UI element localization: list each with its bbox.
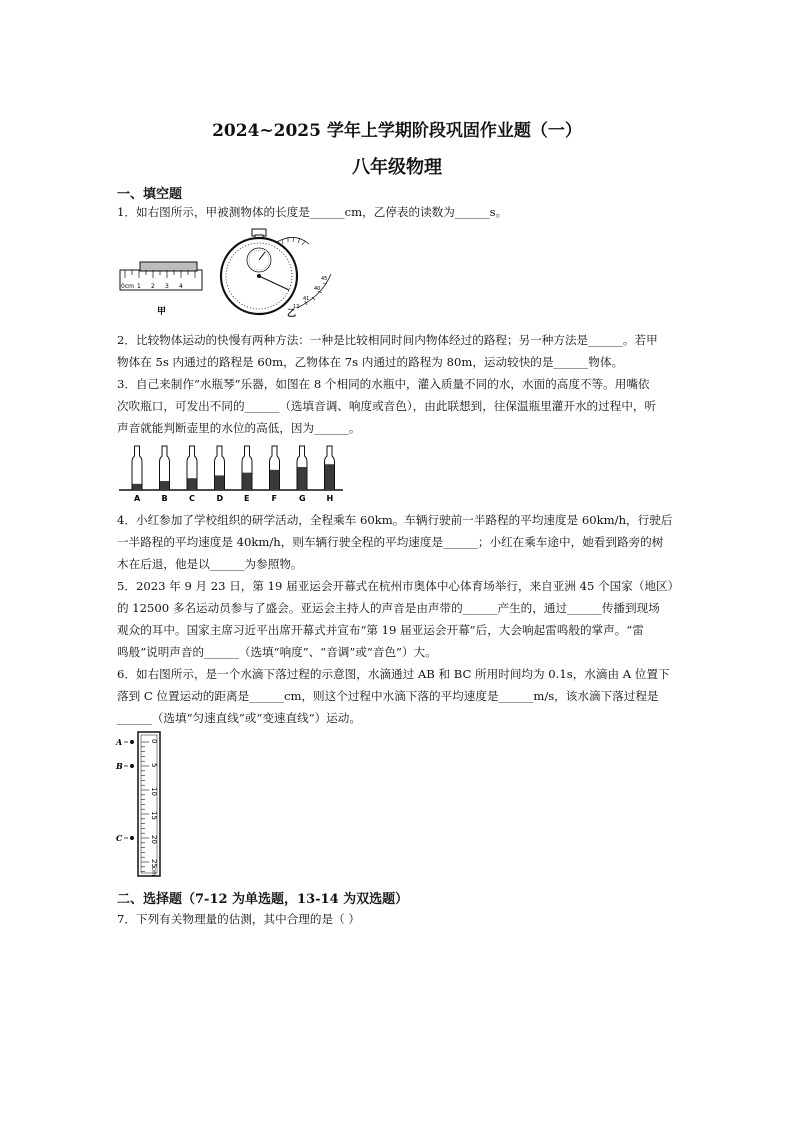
question-6-line-2: 落到 C 位置运动的距离是______cm，则这个过程中水滴下落的平均速度是______m/s，该水滴下落过程是 (117, 689, 659, 703)
question-6-line-1: 6．如右图所示，是一个水滴下落过程的示意图，水滴通过 AB 和 BC 所用时间均为 0.1s，水滴由 A 位置下 (117, 667, 670, 681)
bottle-label-a: A (134, 494, 141, 503)
bottle-h (325, 446, 335, 503)
stopwatch (221, 229, 331, 318)
scale-number-15: 15 (150, 811, 158, 820)
q3-bottles-figure (117, 444, 347, 504)
water-drop-b (130, 764, 134, 768)
water-bottles-figure (117, 444, 347, 504)
measured-object (140, 262, 197, 271)
ruler-tick-1: 1 (137, 283, 141, 290)
dial-number-40: 40 (314, 286, 321, 292)
dial-number-41: 41 (303, 296, 310, 302)
question-4-line-1: 4．小红参加了学校组织的研学活动，全程乘车 60km。车辆行驶前一半路程的平均速度是 60km/h，行驶后 (117, 513, 673, 527)
exam-subtitle: 八年级物理 (352, 157, 442, 178)
bottle-e (242, 446, 252, 503)
question-2-line-2: 物体在 5s 内通过的路程是 60m，乙物体在 7s 内通过的路程为 80m，运动较快的是______物体。 (117, 355, 624, 369)
point-label-a: A (116, 737, 123, 747)
question-2-line-1: 2．比较物体运动的快慢有两种方法：一种是比较相同时间内物体经过的路程；另一种方法是______。若甲 (117, 333, 658, 347)
exam-title: 2024~2025 学年上学期阶段巩固作业题（一） (212, 121, 582, 141)
scale-unit: cm (150, 866, 157, 876)
dial-number-45: 45 (321, 276, 328, 282)
water-level (242, 473, 252, 490)
water-drop-c (130, 836, 134, 840)
bottle-label-f: F (271, 494, 277, 503)
point-label-b: B (116, 761, 123, 771)
bottle-a (132, 446, 142, 503)
water-drop-scale-figure (112, 728, 172, 880)
question-5-line-1: 5．2023 年 9 月 23 日，第 19 届亚运会开幕式在杭州市奥体中心体育场举行，来自亚洲 45 个国家（地区） (117, 579, 680, 593)
question-7-text: 7．下列有关物理量的估测，其中合理的是（ ） (117, 912, 360, 926)
question-5-line-2: 的 12500 多名运动员参与了盛会。亚运会主持人的声音是由声带的______产生的，通过______传播到现场 (117, 601, 660, 615)
stopwatch-label: 乙 (287, 309, 297, 318)
dial-number-12: 12 (293, 304, 300, 310)
ruler-tick-0: 0cm (121, 283, 134, 290)
bottle-label-g: G (299, 494, 306, 503)
scale-number-25: 25 (150, 859, 158, 868)
vertical-scale (138, 732, 160, 876)
question-3-line-3: 声音就能判断壶里的水位的高低，因为______。 (117, 421, 361, 435)
water-level (187, 478, 197, 490)
water-level (297, 467, 307, 490)
question-4-line-2: 一半路程的平均速度是 40km/h，则车辆行驶全程的平均速度是______；小红在乘车途中，她看到路旁的树 (117, 535, 664, 549)
water-drop-a (130, 740, 134, 744)
bottle-label-h: H (326, 494, 334, 503)
scale-number-10: 10 (150, 787, 158, 796)
bottle-label-e: E (244, 494, 250, 503)
question-5-line-3: 观众的耳中。国家主席习近平出席开幕式并宣布“第 19 届亚运会开幕”后，大会响起雷鸣般的掌声。“雷 (117, 623, 644, 637)
bottle-f (270, 446, 280, 503)
scale-number-20: 20 (150, 835, 158, 844)
bottle-outline (132, 446, 142, 490)
question-1-text: 1．如右图所示，甲被测物体的长度是______cm，乙停表的读数为______s。 (117, 205, 508, 219)
bottle-d (215, 446, 225, 503)
question-6-line-3: ______（选填“匀速直线”或“变速直线”）运动。 (117, 711, 361, 725)
water-level (325, 464, 335, 490)
question-3-line-1: 3．自己来制作“水瓶琴”乐器，如图在 8 个相同的水瓶中，灌入质量不同的水，水面的高度不等。用嘴依 (117, 377, 650, 391)
ruler-tick-4: 4 (179, 283, 183, 290)
water-level (132, 484, 142, 490)
bottle-label-c: C (189, 494, 195, 503)
ruler (120, 262, 202, 317)
water-level (270, 470, 280, 490)
ruler-and-stopwatch-figure (117, 226, 337, 318)
ruler-tick-3: 3 (165, 283, 169, 290)
question-3-line-2: 次吹瓶口，可发出不同的______（选填音调、响度或音色），由此联想到，往保温瓶里灌开水的过程中，听 (117, 399, 657, 413)
q1-figure (117, 226, 337, 318)
ruler-label: 甲 (157, 307, 167, 317)
bottle-label-b: B (161, 494, 168, 503)
water-level (215, 475, 225, 490)
ruler-tick-2: 2 (151, 283, 155, 290)
question-4-line-3: 木在后退，他是以______为参照物。 (117, 557, 303, 571)
bottle-c (187, 446, 197, 503)
water-level (160, 481, 170, 490)
question-5-line-4: 鸣般”说明声音的______（选填“响度”、“音调”或“音色”）大。 (117, 645, 437, 659)
bottle-g (297, 446, 307, 503)
scale-number-0: 0 (150, 739, 158, 744)
point-label-c: C (116, 833, 123, 843)
bottle-label-d: D (216, 494, 224, 503)
scale-number-5: 5 (150, 763, 158, 768)
bottle-b (160, 446, 170, 503)
section-choice-heading: 二、选择题（7-12 为单选题，13-14 为双选题） (117, 892, 409, 907)
section-fill-blank-heading: 一、填空题 (117, 187, 183, 202)
q6-drop-figure (112, 728, 172, 880)
